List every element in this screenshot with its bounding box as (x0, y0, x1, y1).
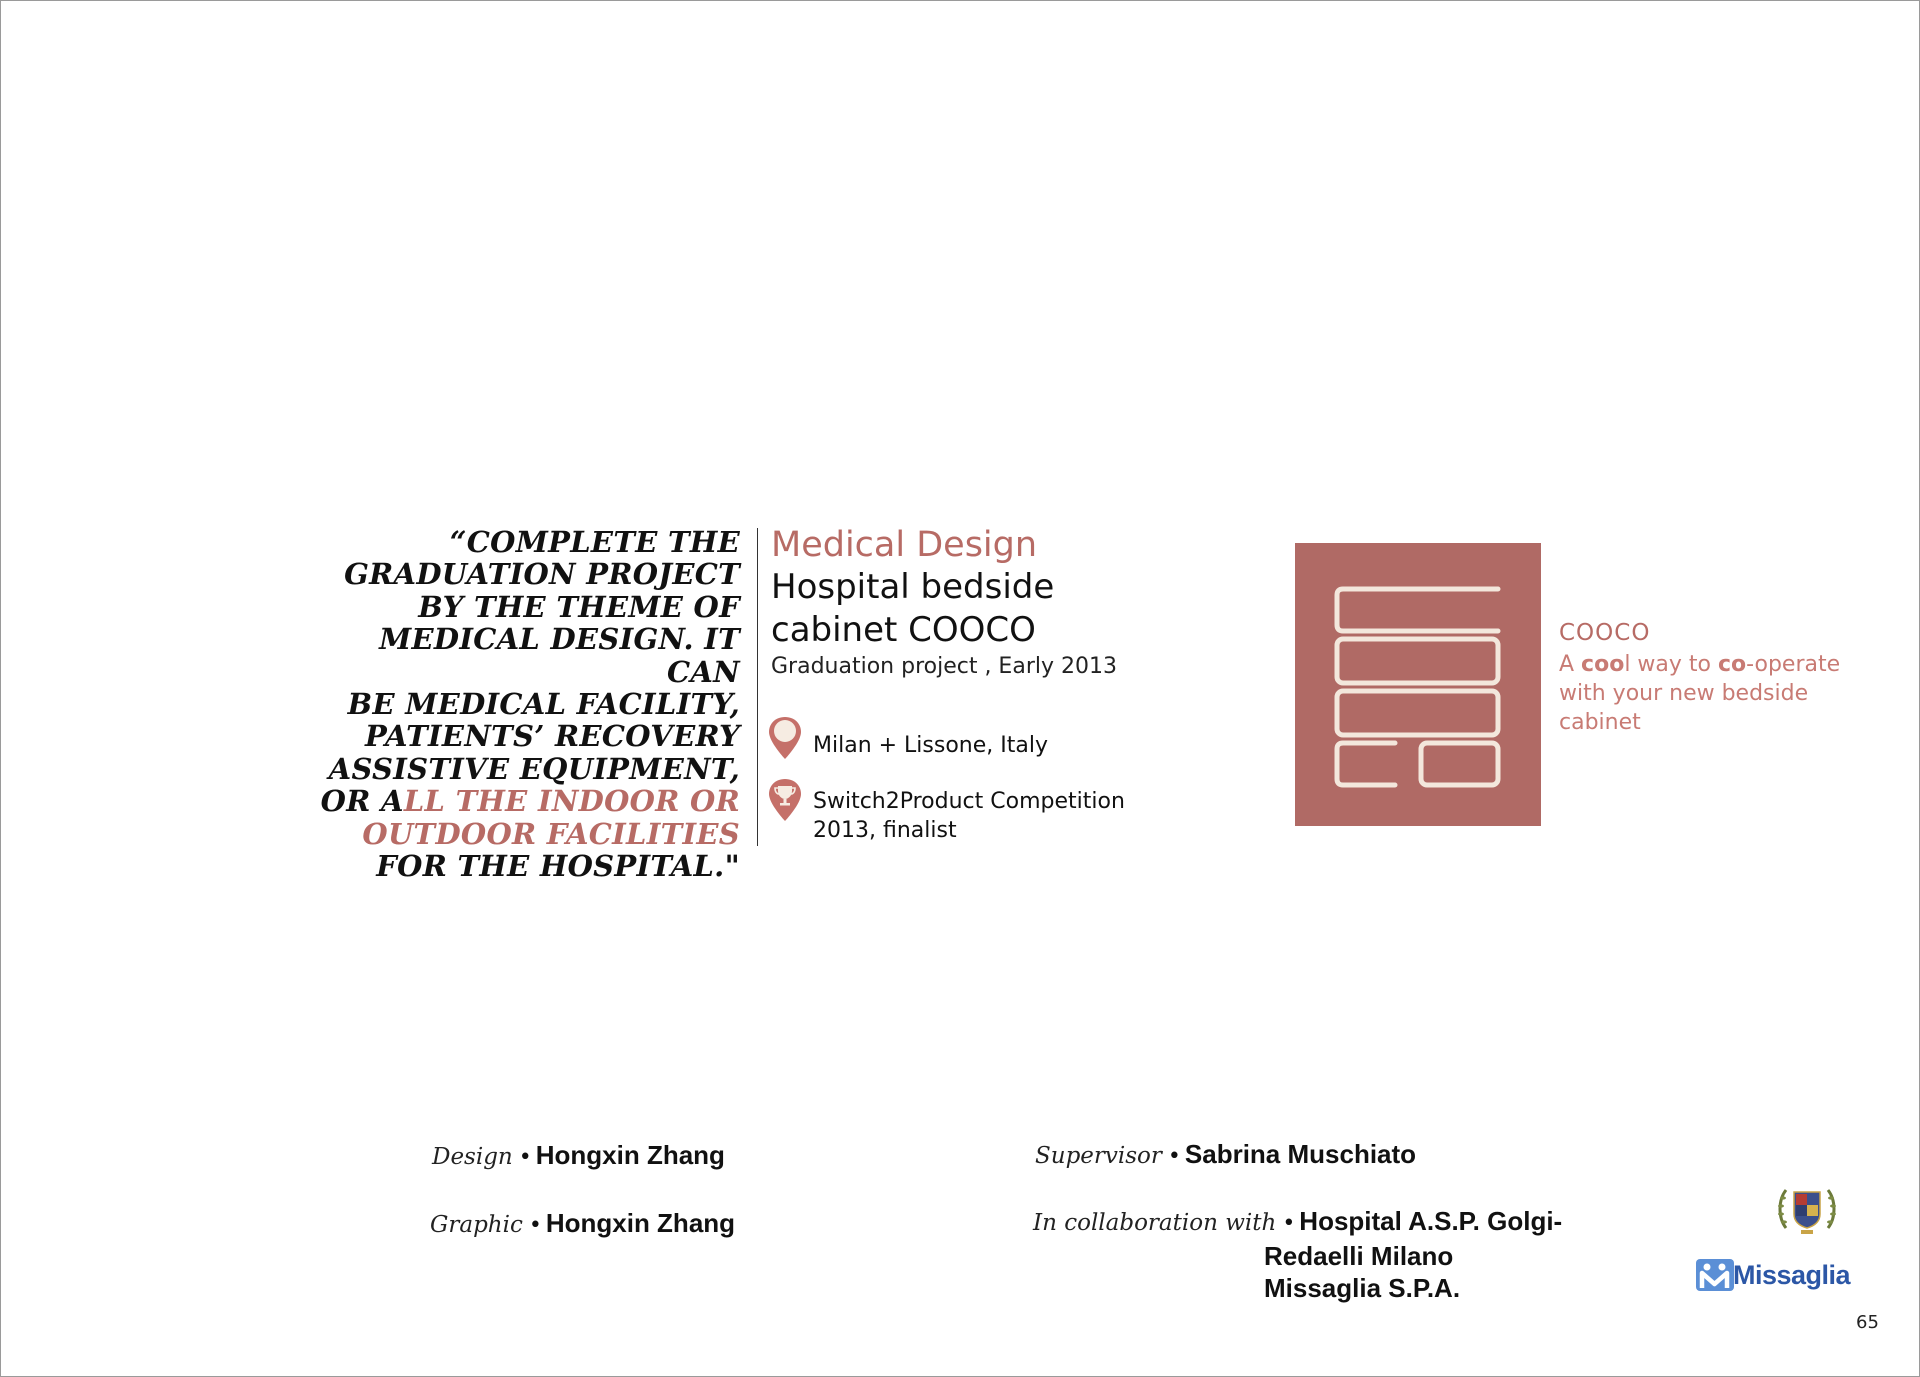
quote-line: BY THE THEME OF (418, 589, 740, 624)
credit-person: Hongxin Zhang (535, 1140, 725, 1170)
credit-collaboration (1033, 1206, 1562, 1237)
project-info (771, 524, 1191, 682)
credit-role: Design (432, 1144, 513, 1170)
quote-highlight: LL THE INDOOR OR (403, 784, 740, 819)
missaglia-logo (1695, 1258, 1850, 1292)
missaglia-logo-icon (1695, 1258, 1735, 1292)
quote-line: PATIENTS’ RECOVERY (364, 719, 740, 754)
location-row (767, 715, 1183, 763)
tagline-line (1559, 650, 1879, 679)
trophy-pin-icon (767, 777, 803, 825)
bullet-separator: • (528, 1213, 542, 1238)
missaglia-wordmark: Missaglia (1733, 1259, 1851, 1290)
quote-line (310, 785, 740, 817)
quote-line: BE MEDICAL FACILITY, (347, 687, 740, 722)
credit-role: Supervisor (1035, 1143, 1162, 1169)
cooco-cabinet-icon (1295, 543, 1541, 826)
location-text: Milan + Lissone, Italy (813, 733, 1048, 758)
quote-line: MEDICAL DESIGN. IT CAN (379, 622, 740, 689)
project-subtitle: Graduation project , Early 2013 (771, 654, 1117, 679)
award-row (767, 777, 1183, 845)
credit-person: Hospital A.S.P. Golgi- (1299, 1206, 1563, 1236)
bullet-separator: • (518, 1145, 532, 1170)
tagline-part: l way to (1624, 652, 1718, 677)
project-title: cabinet COOCO (771, 610, 1036, 650)
project-title: Hospital bedside (771, 567, 1055, 607)
collaborator-line: Missaglia S.P.A. (1264, 1273, 1461, 1303)
tagline-part: A (1559, 652, 1582, 677)
tagline-emphasis: co (1718, 652, 1747, 677)
quote-line: FOR THE HOSPITAL." (376, 849, 740, 884)
pull-quote (310, 526, 740, 882)
award-text (813, 777, 1183, 845)
credit-design (432, 1140, 725, 1171)
credit-supervisor (1035, 1139, 1416, 1170)
credit-graphic (430, 1208, 735, 1239)
map-pin-icon (767, 715, 803, 763)
project-category: Medical Design (771, 525, 1038, 565)
credit-role: Graphic (430, 1212, 523, 1238)
cooco-logo-tile (1295, 543, 1541, 826)
university-crest-icon (1776, 1184, 1838, 1236)
credit-person: Sabrina Muschiato (1184, 1139, 1417, 1169)
tagline-line: with your new bedside (1559, 681, 1809, 706)
tagline-line: cabinet (1559, 710, 1641, 735)
quote-line: GRADUATION PROJECT (344, 557, 740, 592)
quote-highlight: OUTDOOR FACILITIES (362, 816, 740, 851)
vertical-divider (757, 528, 758, 846)
credit-person: Hongxin Zhang (545, 1208, 736, 1238)
collaborator-line: Redaelli Milano (1264, 1241, 1454, 1271)
quote-line: “COMPLETE THE (449, 525, 740, 559)
credit-role: In collaboration with (1033, 1210, 1277, 1236)
quote-line: ASSISTIVE EQUIPMENT, (328, 751, 740, 786)
brand-name: COOCO (1559, 620, 1651, 646)
tagline-part: -operate (1746, 652, 1841, 677)
quote-text: OR A (320, 784, 404, 819)
brand-tagline (1559, 650, 1879, 737)
award-line: Switch2Product Competition (813, 789, 1125, 814)
page-number: 65 (1856, 1312, 1879, 1333)
bullet-separator: • (1282, 1211, 1296, 1236)
tagline-emphasis: coo (1581, 652, 1625, 677)
bullet-separator: • (1167, 1144, 1181, 1169)
award-line: 2013, finalist (813, 818, 957, 843)
